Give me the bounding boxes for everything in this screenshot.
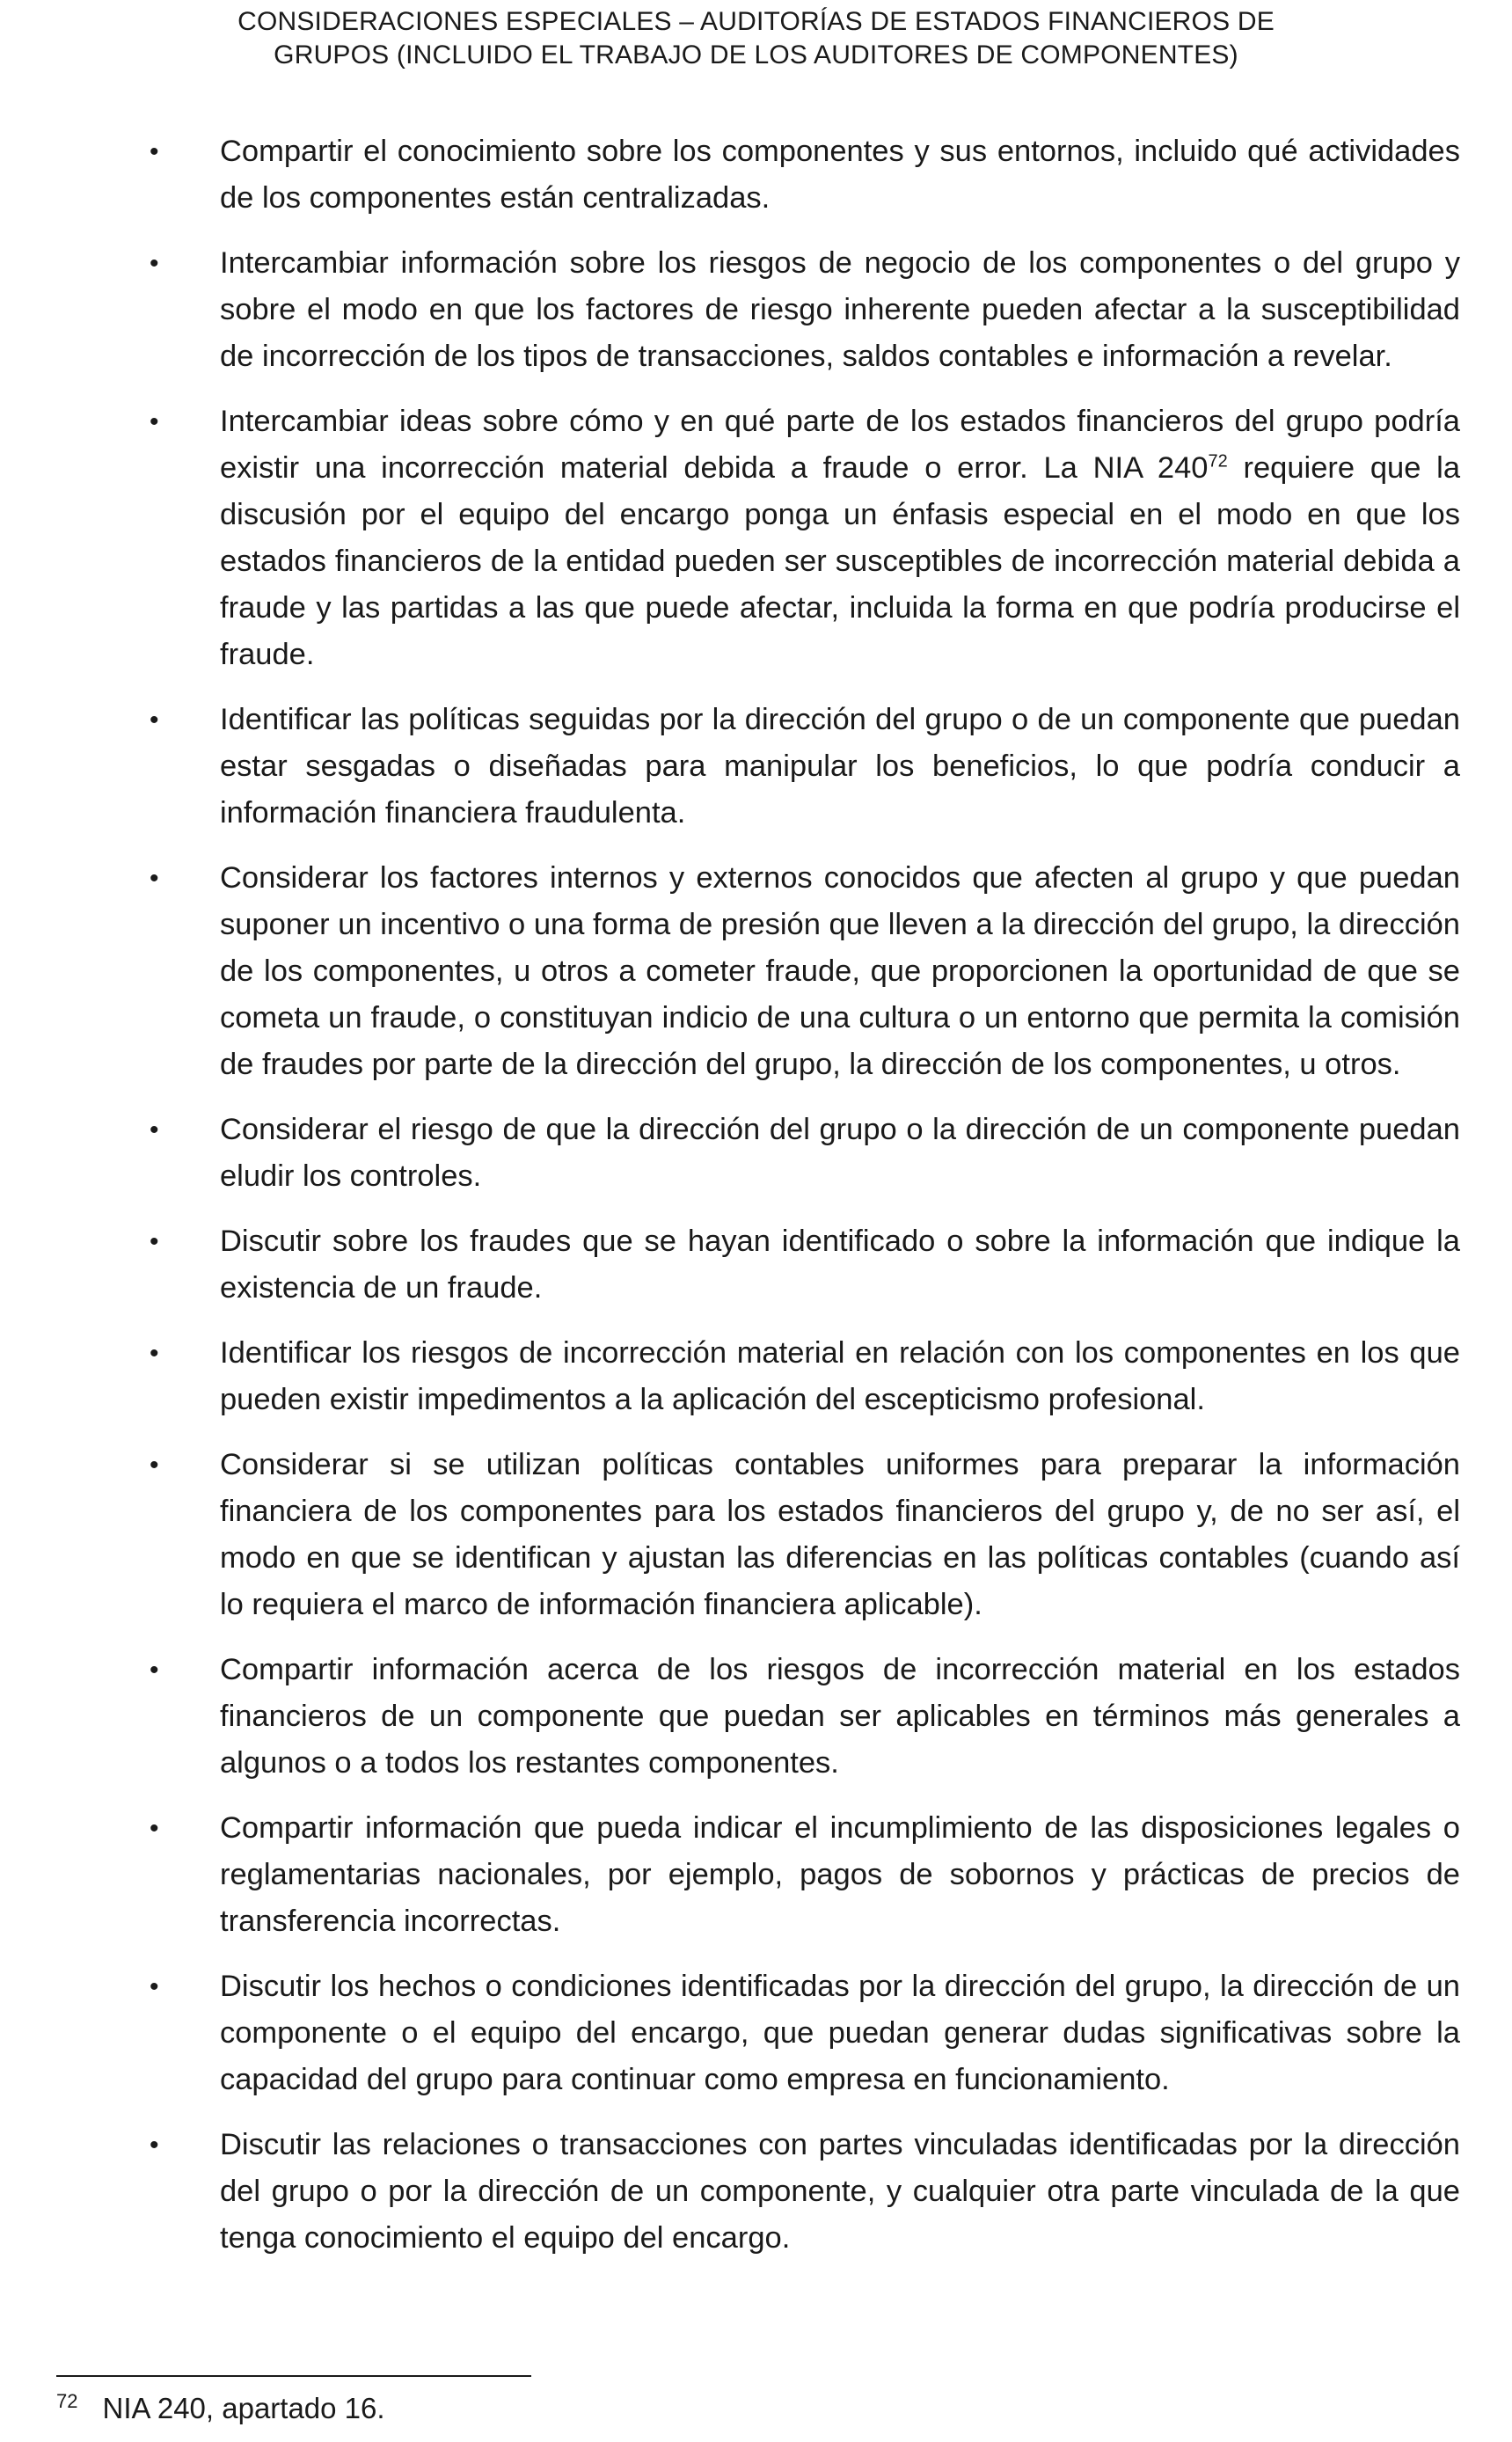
header-line-2: GRUPOS (INCLUIDO EL TRABAJO DE LOS AUDITORES DE COMPONENTES) xyxy=(274,40,1238,69)
bullet-icon: • xyxy=(150,1656,159,1685)
list-item-text: Considerar si se utilizan políticas contables uniformes para preparar la información financiera de los componentes para los estados financieros del grupo y, de no ser así, el modo en que se identifican y ajustan las diferencias en las políticas contables (cuando así lo requiera el marco de información financiera aplicable). xyxy=(220,1448,1460,1621)
list-item xyxy=(150,1805,1460,1945)
bullet-icon: • xyxy=(150,1115,159,1144)
list-item-text: Considerar los factores internos y externos conocidos que afecten al grupo y que puedan suponer un incentivo o una forma de presión que lleven a la dirección del grupo, la dirección de los componentes, u otros a cometer fraude, que proporcionen la oportunidad de que se cometa un fraude, o constituyan indicio de una cultura o un entorno que permita la comisión de fraudes por parte de la dirección del grupo, la dirección de los componentes, u otros. xyxy=(220,861,1460,1081)
footnote xyxy=(56,2389,936,2428)
bullet-icon: • xyxy=(150,1339,159,1368)
list-item-text: Identificar los riesgos de incorrección material en relación con los componentes en los que pueden existir impedimentos a la aplicación del escepticismo profesional. xyxy=(220,1336,1460,1416)
list-item xyxy=(150,1647,1460,1787)
bullet-icon: • xyxy=(150,1972,159,2001)
list-item-text xyxy=(220,405,1460,671)
list-item-text-after: requiere que la discusión por el equipo del encargo ponga un énfasis especial en el modo en que los estados financieros de la entidad pueden ser susceptibles de incorrección material debida a fraude y las partidas a las que puede afectar, incluida la forma en que podría producirse el fraude. xyxy=(220,451,1461,671)
list-item xyxy=(150,128,1460,222)
bullet-icon: • xyxy=(150,1451,159,1480)
bullet-icon: • xyxy=(150,1814,159,1843)
bullet-icon: • xyxy=(150,864,159,893)
bullet-icon: • xyxy=(150,1227,159,1256)
list-item-text: Discutir las relaciones o transacciones con partes vinculadas identificadas por la dirección del grupo o por la dirección de un componente, y cualquier otra parte vinculada de la que tenga conocimiento el equipo del encargo. xyxy=(220,2128,1460,2255)
list-item xyxy=(150,1218,1460,1312)
footnote-text: NIA 240, apartado 16. xyxy=(102,2392,385,2424)
list-item xyxy=(150,855,1460,1088)
footnote-separator xyxy=(56,2375,531,2377)
running-header xyxy=(0,0,1512,72)
list-item-text: Compartir información que pueda indicar el incumplimiento de las disposiciones legales o reglamentarias nacionales, por ejemplo, pagos de sobornos y prácticas de precios de transferencia incorrectas. xyxy=(220,1811,1460,1938)
list-item xyxy=(150,1330,1460,1423)
bullet-icon: • xyxy=(150,137,159,166)
list-item xyxy=(150,398,1460,678)
list-item-text: Discutir los hechos o condiciones identificadas por la dirección del grupo, la dirección de un componente o el equipo del encargo, que puedan generar dudas significativas sobre la capacidad del grupo para continuar como empresa en funcionamiento. xyxy=(220,1970,1460,2096)
bullet-icon: • xyxy=(150,407,159,436)
bullet-icon: • xyxy=(150,2131,159,2160)
bullet-icon: • xyxy=(150,249,159,278)
list-item-text: Compartir información acerca de los riesgos de incorrección material en los estados financieros de un componente que puedan ser aplicables en términos más generales a algunos o a todos los restantes componentes. xyxy=(220,1653,1460,1780)
list-item xyxy=(150,697,1460,837)
list-item-text: Considerar el riesgo de que la dirección del grupo o la dirección de un componente puedan eludir los controles. xyxy=(220,1113,1460,1193)
bullet-list xyxy=(150,128,1460,2280)
bullet-icon: • xyxy=(150,706,159,735)
list-item xyxy=(150,2122,1460,2262)
list-item-text: Identificar las políticas seguidas por la dirección del grupo o de un componente que puedan estar sesgadas o diseñadas para manipular los beneficios, lo que podría conducir a información financiera fraudulenta. xyxy=(220,703,1460,830)
list-item-text: Compartir el conocimiento sobre los componentes y sus entornos, incluido qué actividades de los componentes están centralizadas. xyxy=(220,135,1460,215)
header-line-1: CONSIDERACIONES ESPECIALES – AUDITORÍAS DE ESTADOS FINANCIEROS DE xyxy=(237,7,1275,36)
list-item xyxy=(150,1963,1460,2103)
footnote-reference[interactable]: 72 xyxy=(1208,451,1228,472)
footnote-number: 72 xyxy=(56,2390,78,2412)
list-item xyxy=(150,240,1460,380)
list-item xyxy=(150,1107,1460,1200)
list-item-text-before: Intercambiar ideas sobre cómo y en qué parte de los estados financieros del grupo podría existir una incorrección material debida a fraude o error. La NIA 240 xyxy=(220,405,1460,485)
list-item-text: Discutir sobre los fraudes que se hayan identificado o sobre la información que indique la existencia de un fraude. xyxy=(220,1225,1460,1305)
list-item-text: Intercambiar información sobre los riesgos de negocio de los componentes o del grupo y sobre el modo en que los factores de riesgo inherente pueden afectar a la susceptibilidad de incorrección de los tipos de transacciones, saldos contables e información a revelar. xyxy=(220,246,1460,373)
list-item xyxy=(150,1442,1460,1628)
